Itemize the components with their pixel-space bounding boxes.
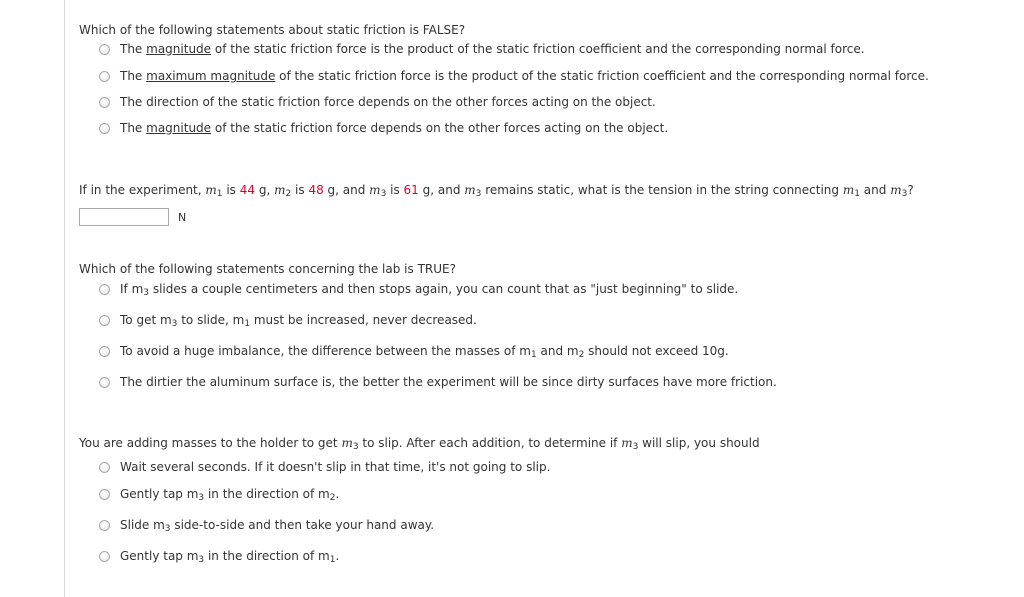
radio-button[interactable] [99, 462, 110, 473]
q3-option-2[interactable] [99, 312, 477, 328]
q3-option-4-text: The dirtier the aluminum surface is, the better the experiment will be since dirty surfaces have more friction. [120, 375, 777, 389]
q1-option-2[interactable] [99, 68, 929, 84]
q4-option-3-text: Slide $m_3$ side-to-side and then take your hand away. [120, 518, 435, 534]
radio-button[interactable] [99, 377, 110, 388]
radio-button[interactable] [99, 520, 110, 531]
q1-option-3-text: The direction of the static friction force depends on the other forces acting on the object. [120, 95, 656, 109]
q1-option-1[interactable] [99, 41, 865, 57]
q3-option-3[interactable] [99, 343, 729, 359]
q3-option-4[interactable] [99, 374, 777, 390]
q1-option-3[interactable] [99, 94, 656, 110]
q4-option-4[interactable] [99, 548, 339, 564]
radio-button[interactable] [99, 71, 110, 82]
radio-button[interactable] [99, 44, 110, 55]
radio-button[interactable] [99, 346, 110, 357]
q4-option-4-text: Gently tap $m_3$ in the direction of $m_1$. [120, 549, 340, 565]
radio-button[interactable] [99, 489, 110, 500]
q3-option-2-text: To get $m_3$ to slide, $m_1$ must be increased, never decreased. [120, 313, 477, 329]
q1-option-1-text: The magnitude of the static friction force is the product of the static friction coefficient and the corresponding normal force. [120, 42, 865, 56]
radio-button[interactable] [99, 551, 110, 562]
q3-option-3-text: To avoid a huge imbalance, the difference between the masses of $m_1$ and $m_2$ should not exceed 10g. [120, 344, 729, 360]
left-divider [64, 0, 65, 597]
radio-button[interactable] [99, 97, 110, 108]
question-3-prompt: Which of the following statements concerning the lab is TRUE? [79, 262, 456, 276]
q4-option-1[interactable] [99, 459, 550, 475]
radio-button[interactable] [99, 284, 110, 295]
q4-option-3[interactable] [99, 517, 434, 533]
tension-answer-input[interactable] [79, 208, 169, 226]
q1-option-4-text: The magnitude of the static friction force depends on the other forces acting on the object. [120, 121, 669, 135]
q1-option-2-text: The maximum magnitude of the static friction force is the product of the static friction coefficient and the corresponding normal force. [120, 69, 929, 83]
radio-button[interactable] [99, 315, 110, 326]
question-2-prompt: If in the experiment, $m_1$ is 44 g, $m_2$ is 48 g, and $m_3$ is 61 g, and $m_3$ remains static, what is the tension in the string connecting $m_1$ and $m_3$? [79, 183, 914, 199]
radio-button[interactable] [99, 123, 110, 134]
q4-option-2[interactable] [99, 486, 339, 502]
question-4-prompt: You are adding masses to the holder to get $m_3$ to slip. After each addition, to determine if $m_3$ will slip, you should [79, 436, 760, 452]
q1-option-4[interactable] [99, 120, 668, 136]
q4-option-2-text: Gently tap $m_3$ in the direction of $m_2$. [120, 487, 340, 503]
question-1-prompt: Which of the following statements about static friction is FALSE? [79, 23, 466, 37]
q3-option-1[interactable] [99, 281, 738, 297]
q3-option-1-text: If $m_3$ slides a couple centimeters and then stops again, you can count that as "just beginning" to slide. [120, 282, 739, 298]
unit-label: N [178, 211, 187, 224]
q4-option-1-text: Wait several seconds. If it doesn't slip in that time, it's not going to slip. [120, 460, 551, 474]
